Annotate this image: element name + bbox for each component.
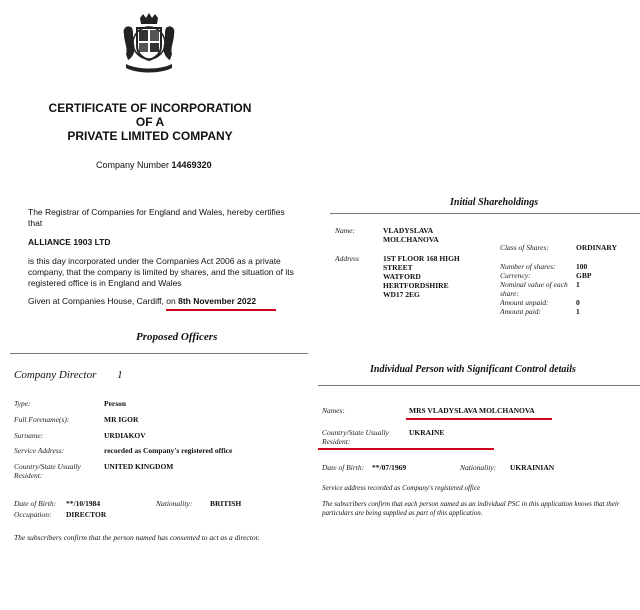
psc-country-label: Country/State Usually Resident: bbox=[322, 428, 389, 446]
incorporation-text: is this day incorporated under the Companies Act 2006 as a private company, that the company is limited by shares, and the situation of its registered office is in England and Wales bbox=[28, 256, 294, 288]
company-number: 14469320 bbox=[171, 160, 212, 170]
sh-nominal-value: 1 bbox=[576, 280, 580, 289]
psc-names-underline bbox=[406, 418, 552, 420]
psc-dob-label: Date of Birth: bbox=[322, 463, 365, 472]
occupation-label: Occupation: bbox=[14, 510, 52, 519]
sh-paid-value: 1 bbox=[576, 307, 580, 316]
service-address-value: recorded as Company's registered office bbox=[104, 446, 233, 455]
service-address-label: Service Address: bbox=[14, 446, 65, 455]
shareholdings-divider bbox=[330, 213, 640, 214]
surname-label: Surname: bbox=[14, 431, 44, 440]
type-label: Type: bbox=[14, 399, 31, 408]
sh-unpaid-value: 0 bbox=[576, 298, 580, 307]
occupation-value: DIRECTOR bbox=[66, 510, 107, 519]
sh-name-label: Name: bbox=[335, 226, 355, 235]
sh-address-line: WD17 2EG bbox=[383, 290, 420, 299]
shareholdings-title: Initial Shareholdings bbox=[450, 197, 539, 208]
sh-shares-label: Number of shares: bbox=[500, 262, 556, 271]
director-number: 1 bbox=[117, 369, 123, 381]
dob-label: Date of Birth: bbox=[14, 499, 57, 508]
sh-address-label: Address bbox=[335, 254, 359, 263]
dob-value: **/10/1984 bbox=[66, 499, 101, 508]
consent-text: The subscribers confirm that the person named has consented to act as a director. bbox=[14, 533, 260, 542]
director-heading-text: Company Director bbox=[14, 369, 97, 381]
psc-country-underline bbox=[318, 448, 494, 450]
sh-class-label: Class of Shares: bbox=[500, 243, 549, 252]
psc-dob-value: **/07/1969 bbox=[372, 463, 407, 472]
certificate-title-line2: OF A bbox=[135, 115, 165, 129]
psc-nationality-label: Nationality: bbox=[460, 463, 497, 472]
company-number-label: Company Number bbox=[96, 160, 170, 170]
certificate-title-line1: CERTIFICATE OF INCORPORATION bbox=[48, 101, 252, 115]
sh-nominal-label: Nominal value of each share: bbox=[500, 280, 568, 298]
forename-label: Full Forename(s): bbox=[14, 415, 70, 424]
nationality-value: BRITISH bbox=[210, 499, 242, 508]
psc-confirm-text: The subscribers confirm that each person named as an individual PSC in this application knows that their particulars are being supplied as part of this application. bbox=[322, 500, 620, 517]
given-text: Given at Companies House, Cardiff, on bbox=[28, 296, 176, 306]
officers-title: Proposed Officers bbox=[136, 331, 218, 343]
certificate-title-line3: PRIVATE LIMITED COMPANY bbox=[67, 129, 233, 143]
royal-coat-of-arms-icon bbox=[118, 12, 180, 74]
registrar-text: The Registrar of Companies for England and Wales, hereby certifies that bbox=[28, 207, 285, 228]
psc-names-label: Names: bbox=[322, 406, 345, 415]
psc-divider bbox=[318, 385, 640, 386]
sh-currency-value: GBP bbox=[576, 271, 592, 280]
sh-name-line1: VLADYSLAVA bbox=[383, 226, 434, 235]
psc-nationality-value: UKRAINIAN bbox=[510, 463, 555, 472]
given-date-underline bbox=[166, 309, 276, 311]
sh-address-line: STREET bbox=[383, 263, 413, 272]
psc-title: Individual Person with Significant Control details bbox=[370, 364, 576, 375]
psc-country-value: UKRAINE bbox=[409, 428, 445, 437]
surname-value: URDIAKOV bbox=[104, 431, 146, 440]
sh-class-value: ORDINARY bbox=[576, 243, 617, 252]
director-heading bbox=[14, 369, 123, 381]
sh-address-line: 1ST FLOOR 168 HIGH bbox=[383, 254, 460, 263]
forename-value: MR IGOR bbox=[104, 415, 139, 424]
country-label: Country/State Usually Resident: bbox=[14, 462, 81, 480]
sh-unpaid-label: Amount unpaid: bbox=[500, 298, 549, 307]
country-value: UNITED KINGDOM bbox=[104, 462, 174, 471]
sh-shares-value: 100 bbox=[576, 262, 588, 271]
psc-service-text: Service address recorded as Company's registered office bbox=[322, 484, 481, 492]
psc-names-value: MRS VLADYSLAVA MOLCHANOVA bbox=[409, 406, 535, 415]
sh-paid-label: Amount paid: bbox=[500, 307, 542, 316]
type-value: Person bbox=[104, 399, 127, 408]
sh-name-line2: MOLCHANOVA bbox=[383, 235, 439, 244]
sh-currency-label: Currency: bbox=[500, 271, 531, 280]
sh-address-line: WATFORD bbox=[383, 272, 421, 281]
nationality-label: Nationality: bbox=[156, 499, 193, 508]
company-number-line bbox=[96, 160, 212, 170]
company-name: ALLIANCE 1903 LTD bbox=[28, 237, 111, 247]
sh-address-block bbox=[383, 254, 460, 299]
given-line bbox=[28, 296, 256, 306]
officers-divider bbox=[10, 353, 308, 354]
given-date: 8th November 2022 bbox=[178, 296, 257, 306]
sh-address-line: HERTFORDSHIRE bbox=[383, 281, 449, 290]
